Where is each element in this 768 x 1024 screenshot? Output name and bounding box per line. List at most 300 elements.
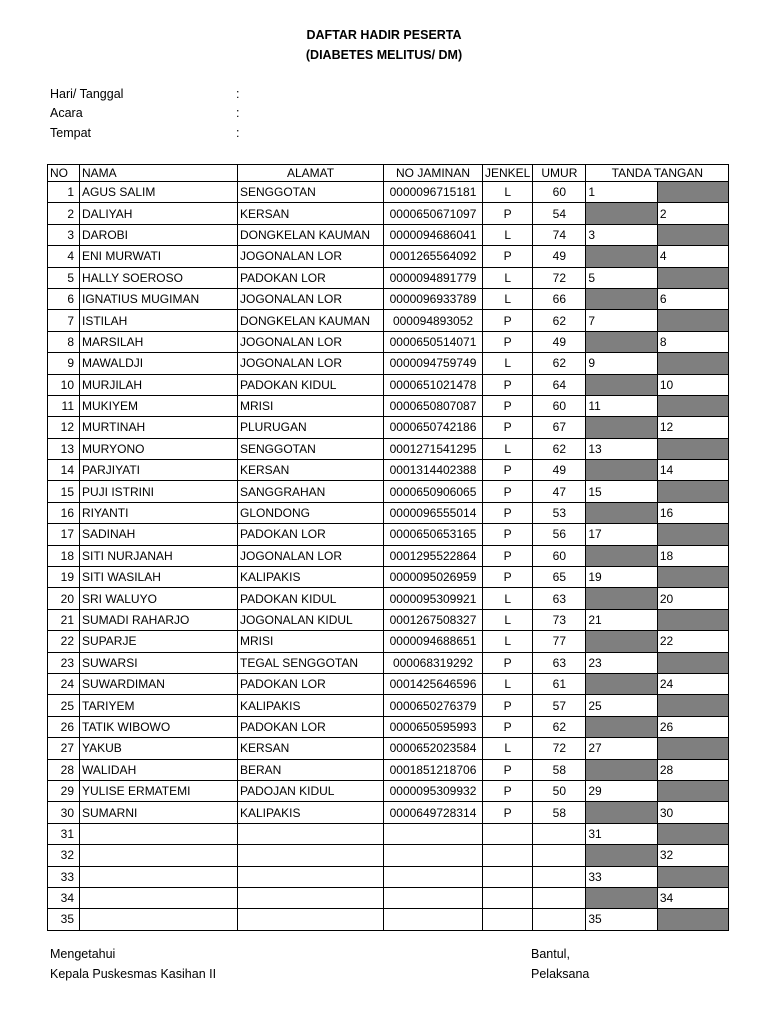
signature-cell-left[interactable]: [586, 524, 658, 545]
table-row: [48, 845, 729, 866]
signature-cell-right[interactable]: [657, 502, 729, 523]
signature-number: 32: [659, 848, 674, 863]
row-nama: ENI MURWATI: [80, 246, 238, 267]
signature-cell-right[interactable]: [657, 780, 729, 801]
row-umur: 60: [533, 545, 586, 566]
row-jenkel: [483, 823, 533, 844]
signature-cell-left[interactable]: [586, 353, 658, 374]
signature-cell-right[interactable]: [657, 203, 729, 224]
row-nama: DAROBI: [80, 224, 238, 245]
row-jenkel: L: [483, 673, 533, 694]
row-alamat: [238, 845, 384, 866]
table-row: [48, 524, 729, 545]
row-umur: 67: [533, 417, 586, 438]
row-no: 1: [48, 182, 80, 203]
row-no: 33: [48, 866, 80, 887]
row-no: 28: [48, 759, 80, 780]
row-jaminan: 0000096933789: [384, 288, 483, 309]
row-jaminan: 0000650807087: [384, 395, 483, 416]
row-jenkel: P: [483, 780, 533, 801]
signature-number: 10: [659, 377, 674, 392]
row-umur: [533, 866, 586, 887]
row-umur: 66: [533, 288, 586, 309]
row-umur: 63: [533, 652, 586, 673]
table-row: [48, 802, 729, 823]
row-jaminan: 0000094891779: [384, 267, 483, 288]
row-jenkel: P: [483, 545, 533, 566]
signature-cell-right[interactable]: [657, 224, 729, 245]
row-no: 7: [48, 310, 80, 331]
row-jaminan: 0000650671097: [384, 203, 483, 224]
row-jaminan: 0001851218706: [384, 759, 483, 780]
signature-number: 13: [588, 441, 602, 456]
signature-number: 29: [588, 784, 602, 799]
row-no: 22: [48, 631, 80, 652]
signature-cell-right[interactable]: [657, 588, 729, 609]
signature-cell-left[interactable]: [586, 310, 658, 331]
table-row: [48, 481, 729, 502]
signature-cell-right[interactable]: [657, 845, 729, 866]
row-no: 35: [48, 909, 80, 930]
signature-cell-left[interactable]: [586, 866, 658, 887]
row-alamat: DONGKELAN KAUMAN: [238, 310, 384, 331]
row-jaminan: 0000650742186: [384, 417, 483, 438]
signature-number: 35: [588, 912, 602, 927]
row-alamat: KALIPAKIS: [238, 695, 384, 716]
signature-number: 9: [588, 356, 596, 371]
row-umur: 60: [533, 182, 586, 203]
table-row: [48, 695, 729, 716]
signature-cell-left[interactable]: [586, 845, 658, 866]
signature-cell-left[interactable]: [586, 545, 658, 566]
signature-cell-left[interactable]: [586, 695, 658, 716]
row-nama: TATIK WIBOWO: [80, 716, 238, 737]
row-alamat: KERSAN: [238, 203, 384, 224]
row-no: 14: [48, 460, 80, 481]
row-umur: 57: [533, 695, 586, 716]
row-umur: 49: [533, 460, 586, 481]
row-no: 8: [48, 331, 80, 352]
signature-cell-left[interactable]: [586, 224, 658, 245]
signature-number: 3: [588, 227, 596, 242]
row-jenkel: P: [483, 460, 533, 481]
row-no: 18: [48, 545, 80, 566]
row-alamat: MRISI: [238, 631, 384, 652]
signature-number: 5: [588, 270, 596, 285]
row-umur: [533, 909, 586, 930]
signature-cell-left[interactable]: [586, 652, 658, 673]
signature-cell-left[interactable]: [586, 673, 658, 694]
row-umur: [533, 823, 586, 844]
row-alamat: [238, 909, 384, 930]
footer-right-line2: Pelaksana: [531, 967, 590, 981]
info-colon: :: [236, 87, 240, 101]
row-jenkel: P: [483, 203, 533, 224]
signature-cell-right[interactable]: [657, 417, 729, 438]
signature-cell-left[interactable]: [586, 395, 658, 416]
table-row: [48, 716, 729, 737]
row-alamat: PLURUGAN: [238, 417, 384, 438]
signature-cell-left[interactable]: [586, 780, 658, 801]
table-row: [48, 887, 729, 908]
signature-cell-right[interactable]: [657, 481, 729, 502]
row-alamat: KALIPAKIS: [238, 567, 384, 588]
row-jenkel: P: [483, 374, 533, 395]
row-nama: SUWARDIMAN: [80, 673, 238, 694]
row-nama: IGNATIUS MUGIMAN: [80, 288, 238, 309]
footer-left-line1: Mengetahui: [50, 947, 116, 961]
row-no: 9: [48, 353, 80, 374]
signature-cell-right[interactable]: [657, 331, 729, 352]
row-alamat: JOGONALAN KIDUL: [238, 609, 384, 630]
row-umur: 49: [533, 331, 586, 352]
table-row: [48, 631, 729, 652]
signature-cell-left[interactable]: [586, 481, 658, 502]
row-nama: ISTILAH: [80, 310, 238, 331]
row-umur: 65: [533, 567, 586, 588]
document-title: DAFTAR HADIR PESERTA: [306, 28, 462, 42]
signature-cell-right[interactable]: [657, 866, 729, 887]
row-jaminan: 0000650906065: [384, 481, 483, 502]
signature-number: 17: [588, 527, 602, 542]
row-umur: 50: [533, 780, 586, 801]
signature-cell-right[interactable]: [657, 438, 729, 459]
row-alamat: PADOKAN KIDUL: [238, 374, 384, 395]
row-umur: 49: [533, 246, 586, 267]
row-umur: 62: [533, 353, 586, 374]
row-umur: 72: [533, 738, 586, 759]
row-nama: WALIDAH: [80, 759, 238, 780]
row-jaminan: 0001271541295: [384, 438, 483, 459]
row-jenkel: P: [483, 652, 533, 673]
signature-number: 25: [588, 698, 602, 713]
row-nama: MARSILAH: [80, 331, 238, 352]
row-umur: 73: [533, 609, 586, 630]
signature-cell-right[interactable]: [657, 567, 729, 588]
signature-number: 20: [659, 591, 674, 606]
header-jaminan: NO JAMINAN: [384, 165, 483, 182]
row-jenkel: L: [483, 588, 533, 609]
signature-cell-left[interactable]: [586, 417, 658, 438]
signature-cell-right[interactable]: [657, 759, 729, 780]
row-alamat: KERSAN: [238, 460, 384, 481]
signature-cell-right[interactable]: [657, 182, 729, 203]
signature-cell-left[interactable]: [586, 802, 658, 823]
table-row: [48, 823, 729, 844]
signature-cell-left[interactable]: [586, 288, 658, 309]
row-jaminan: [384, 909, 483, 930]
table-row: [48, 438, 729, 459]
row-jaminan: [384, 823, 483, 844]
table-row: [48, 673, 729, 694]
signature-cell-right[interactable]: [657, 395, 729, 416]
signature-cell-left[interactable]: [586, 267, 658, 288]
table-row: [48, 909, 729, 930]
row-jaminan: 0000094686041: [384, 224, 483, 245]
table-row: [48, 502, 729, 523]
row-nama: MAWALDJI: [80, 353, 238, 374]
signature-cell-right[interactable]: [657, 545, 729, 566]
info-colon: :: [236, 126, 240, 140]
signature-cell-left[interactable]: [586, 182, 658, 203]
signature-cell-left[interactable]: [586, 502, 658, 523]
signature-cell-right[interactable]: [657, 267, 729, 288]
row-nama: PUJI ISTRINI: [80, 481, 238, 502]
row-alamat: [238, 887, 384, 908]
table-row: [48, 738, 729, 759]
row-alamat: JOGONALAN LOR: [238, 331, 384, 352]
signature-cell-left[interactable]: [586, 631, 658, 652]
signature-cell-left[interactable]: [586, 909, 658, 930]
row-jenkel: [483, 909, 533, 930]
signature-cell-right[interactable]: [657, 524, 729, 545]
signature-cell-right[interactable]: [657, 673, 729, 694]
signature-number: 30: [659, 805, 674, 820]
row-umur: 77: [533, 631, 586, 652]
row-umur: [533, 887, 586, 908]
row-jaminan: 0001314402388: [384, 460, 483, 481]
row-alamat: TEGAL SENGGOTAN: [238, 652, 384, 673]
signature-cell-right[interactable]: [657, 288, 729, 309]
row-no: 23: [48, 652, 80, 673]
row-nama: SUMARNI: [80, 802, 238, 823]
signature-number: 1: [588, 185, 596, 200]
header-nama: NAMA: [80, 165, 238, 182]
table-row: [48, 545, 729, 566]
signature-cell-right[interactable]: [657, 802, 729, 823]
header-tanda-tangan: TANDA TANGAN: [586, 165, 729, 182]
signature-cell-left[interactable]: [586, 246, 658, 267]
row-no: 3: [48, 224, 80, 245]
row-nama: SUMADI RAHARJO: [80, 609, 238, 630]
signature-number: 28: [659, 762, 674, 777]
signature-number: 21: [588, 613, 602, 627]
signature-cell-left[interactable]: [586, 567, 658, 588]
info-colon: :: [236, 106, 240, 120]
row-jaminan: 0000094759749: [384, 353, 483, 374]
table-row: [48, 395, 729, 416]
row-jenkel: L: [483, 353, 533, 374]
row-no: 11: [48, 395, 80, 416]
row-alamat: GLONDONG: [238, 502, 384, 523]
info-label: Acara: [50, 106, 83, 120]
row-alamat: PADOKAN LOR: [238, 716, 384, 737]
row-umur: 62: [533, 310, 586, 331]
signature-cell-left[interactable]: [586, 716, 658, 737]
row-jenkel: L: [483, 438, 533, 459]
signature-cell-right[interactable]: [657, 310, 729, 331]
row-jenkel: P: [483, 567, 533, 588]
signature-cell-left[interactable]: [586, 331, 658, 352]
row-no: 30: [48, 802, 80, 823]
row-jenkel: P: [483, 331, 533, 352]
row-no: 5: [48, 267, 80, 288]
signature-cell-right[interactable]: [657, 738, 729, 759]
row-jaminan: [384, 887, 483, 908]
table-row: [48, 353, 729, 374]
signature-cell-right[interactable]: [657, 716, 729, 737]
signature-cell-right[interactable]: [657, 909, 729, 930]
row-nama: HALLY SOEROSO: [80, 267, 238, 288]
row-jenkel: L: [483, 609, 533, 630]
table-header-row: [48, 165, 729, 182]
row-jenkel: P: [483, 695, 533, 716]
row-jaminan: 0000095309932: [384, 780, 483, 801]
signature-number: 8: [659, 334, 667, 349]
row-nama: SITI NURJANAH: [80, 545, 238, 566]
signature-cell-left[interactable]: [586, 438, 658, 459]
row-no: 25: [48, 695, 80, 716]
row-nama: AGUS SALIM: [80, 182, 238, 203]
row-umur: 74: [533, 224, 586, 245]
table-row: [48, 780, 729, 801]
row-alamat: PADOKAN KIDUL: [238, 588, 384, 609]
row-alamat: DONGKELAN KAUMAN: [238, 224, 384, 245]
signature-cell-left[interactable]: [586, 609, 658, 630]
row-alamat: SENGGOTAN: [238, 182, 384, 203]
row-jaminan: 0000096715181: [384, 182, 483, 203]
row-jaminan: 000094893052: [384, 310, 483, 331]
row-nama: [80, 887, 238, 908]
row-umur: 63: [533, 588, 586, 609]
row-no: 6: [48, 288, 80, 309]
table-row: [48, 224, 729, 245]
document-subtitle: (DIABETES MELITUS/ DM): [305, 48, 463, 62]
row-umur: 54: [533, 203, 586, 224]
row-jaminan: 0000651021478: [384, 374, 483, 395]
row-jenkel: P: [483, 417, 533, 438]
signature-number: 15: [588, 484, 602, 499]
signature-cell-right[interactable]: [657, 460, 729, 481]
row-umur: 62: [533, 716, 586, 737]
signature-number: 16: [659, 506, 674, 521]
row-no: 21: [48, 609, 80, 630]
row-jenkel: P: [483, 759, 533, 780]
signature-cell-right[interactable]: [657, 609, 729, 630]
row-jenkel: [483, 887, 533, 908]
row-alamat: [238, 823, 384, 844]
row-no: 26: [48, 716, 80, 737]
row-nama: SADINAH: [80, 524, 238, 545]
row-no: 13: [48, 438, 80, 459]
row-nama: SITI WASILAH: [80, 567, 238, 588]
signature-cell-right[interactable]: [657, 823, 729, 844]
signature-cell-right[interactable]: [657, 353, 729, 374]
signature-cell-right[interactable]: [657, 374, 729, 395]
signature-cell-left[interactable]: [586, 759, 658, 780]
row-alamat: JOGONALAN LOR: [238, 288, 384, 309]
signature-cell-left[interactable]: [586, 887, 658, 908]
row-umur: 60: [533, 395, 586, 416]
signature-cell-right[interactable]: [657, 246, 729, 267]
row-alamat: JOGONALAN LOR: [238, 246, 384, 267]
row-jenkel: L: [483, 182, 533, 203]
signature-cell-left[interactable]: [586, 823, 658, 844]
row-jenkel: [483, 866, 533, 887]
signature-number: 11: [588, 399, 601, 414]
row-no: 16: [48, 502, 80, 523]
row-jenkel: P: [483, 310, 533, 331]
table-row: [48, 310, 729, 331]
table-row: [48, 267, 729, 288]
row-alamat: JOGONALAN LOR: [238, 353, 384, 374]
info-label: Hari/ Tanggal: [50, 87, 124, 101]
row-jenkel: L: [483, 224, 533, 245]
attendance-table: [47, 164, 729, 931]
row-jaminan: 0001265564092: [384, 246, 483, 267]
signature-cell-right[interactable]: [657, 631, 729, 652]
row-no: 17: [48, 524, 80, 545]
signature-cell-right[interactable]: [657, 652, 729, 673]
row-nama: DALIYAH: [80, 203, 238, 224]
row-alamat: [238, 866, 384, 887]
footer-right-line1: Bantul,: [531, 947, 570, 961]
row-no: 24: [48, 673, 80, 694]
row-umur: 58: [533, 759, 586, 780]
row-jenkel: L: [483, 631, 533, 652]
row-jaminan: 0000649728314: [384, 802, 483, 823]
row-nama: TARIYEM: [80, 695, 238, 716]
table-row: [48, 652, 729, 673]
row-alamat: PADOKAN LOR: [238, 673, 384, 694]
signature-cell-right[interactable]: [657, 695, 729, 716]
signature-cell-left[interactable]: [586, 374, 658, 395]
row-nama: [80, 823, 238, 844]
signature-cell-left[interactable]: [586, 203, 658, 224]
row-jenkel: P: [483, 802, 533, 823]
row-jaminan: 0000650653165: [384, 524, 483, 545]
signature-number: 22: [659, 634, 674, 649]
signature-cell-right[interactable]: [657, 887, 729, 908]
row-jaminan: 0000095309921: [384, 588, 483, 609]
signature-cell-left[interactable]: [586, 738, 658, 759]
row-no: 19: [48, 567, 80, 588]
row-jenkel: L: [483, 288, 533, 309]
row-jenkel: P: [483, 524, 533, 545]
row-nama: MUKIYEM: [80, 395, 238, 416]
row-jaminan: 000068319292: [384, 652, 483, 673]
row-umur: [533, 845, 586, 866]
table-row: [48, 866, 729, 887]
row-nama: MURTINAH: [80, 417, 238, 438]
row-alamat: KERSAN: [238, 738, 384, 759]
table-row: [48, 182, 729, 203]
header-alamat: ALAMAT: [238, 165, 384, 182]
signature-number: 6: [659, 292, 667, 307]
signature-cell-left[interactable]: [586, 460, 658, 481]
row-nama: [80, 845, 238, 866]
table-row: [48, 246, 729, 267]
row-nama: [80, 909, 238, 930]
signature-cell-left[interactable]: [586, 588, 658, 609]
signature-number: 34: [659, 891, 674, 906]
info-label: Tempat: [50, 126, 91, 140]
signature-number: 26: [659, 719, 674, 734]
row-jenkel: P: [483, 246, 533, 267]
signature-number: 14: [659, 463, 674, 478]
row-jaminan: [384, 866, 483, 887]
row-alamat: JOGONALAN LOR: [238, 545, 384, 566]
row-no: 29: [48, 780, 80, 801]
row-no: 31: [48, 823, 80, 844]
table-row: [48, 417, 729, 438]
row-nama: PARJIYATI: [80, 460, 238, 481]
row-alamat: PADOKAN LOR: [238, 267, 384, 288]
row-alamat: KALIPAKIS: [238, 802, 384, 823]
table-row: [48, 588, 729, 609]
row-alamat: MRISI: [238, 395, 384, 416]
signature-number: 31: [588, 826, 602, 841]
